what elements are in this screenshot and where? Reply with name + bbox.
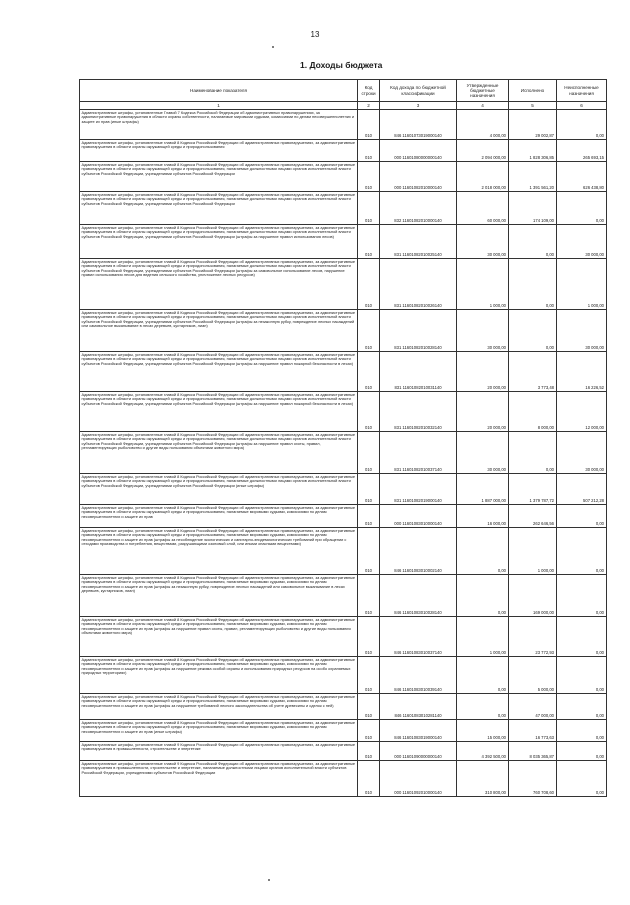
row-executed: 0,00 xyxy=(509,259,557,310)
row-name: Административные штрафы, установленные главой 8 Кодекса Российской Федерации об административных правонарушениях, за административные правонарушения в области охраны окружающей среды и природопользования, налагаемые должностными лицами органов исполнительной власти субъектов Российской Федерации, учреждениями субъектов Российской Федерации xyxy=(80,192,358,225)
scan-speck xyxy=(272,46,274,48)
section-title: 1. Доходы бюджета xyxy=(300,60,383,70)
row-income-code: 831 11601082010026140 xyxy=(380,259,457,310)
table-row xyxy=(80,192,607,225)
row-name: Административные штрафы, установленные главой 9 Кодекса Российской Федерации об административных правонарушениях, за административные правонарушения в промышленности, строительстве и энергетике, налагаемые должностными лицами органов исполнительной власти субъектов Российской Федерации, учреждениями субъектов Российской Федерации xyxy=(80,761,358,797)
revenue-table xyxy=(79,79,607,797)
row-remaining: 30 000,00 xyxy=(557,225,607,259)
row-income-code: 831 11601082019000140 xyxy=(380,474,457,505)
row-executed: 16 773,63 xyxy=(509,720,557,742)
column-number-row xyxy=(80,102,607,110)
table-header-row xyxy=(80,80,607,102)
row-income-code: 846 11601083010281140 xyxy=(380,694,457,720)
row-executed: 8 035 365,87 xyxy=(509,742,557,761)
row-name: Административные штрафы, установленные главой 8 Кодекса Российской Федерации об административных правонарушениях, за административные правонарушения в области охраны окружающей среды и природопользования, налагаемые мировыми судьями, комиссиями по делам несовершеннолетних и защите их прав xyxy=(80,505,358,528)
row-approved: 0,00 xyxy=(457,575,509,617)
row-remaining: 0,00 xyxy=(557,528,607,575)
column-number: 5 xyxy=(509,102,557,110)
row-executed: 174 109,00 xyxy=(509,192,557,225)
row-executed: 262 646,56 xyxy=(509,505,557,528)
row-income-code: 846 11601083010028140 xyxy=(380,575,457,617)
row-line-code: 010 xyxy=(358,617,380,657)
row-line-code: 010 xyxy=(358,575,380,617)
table-row xyxy=(80,474,607,505)
table-row xyxy=(80,162,607,192)
row-approved: 0,00 xyxy=(457,528,509,575)
row-income-code: 000 11601080000000140 xyxy=(380,140,457,162)
row-name: Административные штрафы, установленные главой 8 Кодекса Российской Федерации об административных правонарушениях, за административные правонарушения в области охраны окружающей среды и природопользования, налагаемые должностными лицами органов исполнительной власти субъектов Российской Федерации, учреждениями субъектов Российской Федерации (штрафы за нарушение правил пожарной безопасности в лесах) xyxy=(80,352,358,392)
table-row xyxy=(80,575,607,617)
row-income-code: 000 11601090000000140 xyxy=(380,742,457,761)
header-approved: Утвержденные бюджетные назначения xyxy=(457,80,509,102)
row-line-code: 010 xyxy=(358,259,380,310)
row-remaining: 30 000,00 xyxy=(557,310,607,352)
row-remaining: 0,00 xyxy=(557,110,607,140)
column-number: 6 xyxy=(557,102,607,110)
header-line-code: Код строки xyxy=(358,80,380,102)
row-name: Административные штрафы, установленные главой 8 Кодекса Российской Федерации об административных правонарушениях, за административные правонарушения в области охраны окружающей среды и природопользования, налагаемые должностными лицами органов исполнительной власти субъектов Российской Федерации, учреждениями субъектов Российской Федерации (штрафы за нарушение правил охоты, правил, регламентирующих рыболовство и другие виды пользования объектами животного мира) xyxy=(80,432,358,474)
row-approved: 15 000,00 xyxy=(457,720,509,742)
row-income-code: 831 11601082010031140 xyxy=(380,352,457,392)
row-remaining: 30 000,00 xyxy=(557,432,607,474)
table-row xyxy=(80,720,607,742)
row-line-code: 010 xyxy=(358,225,380,259)
row-executed: 0,00 xyxy=(509,225,557,259)
row-approved: 310 800,00 xyxy=(457,761,509,797)
row-name: Административные штрафы, установленные главой 8 Кодекса Российской Федерации об административных правонарушениях, за административные правонарушения в области охраны окружающей среды и природопользования, налагаемые должностными лицами органов исполнительной власти субъектов Российской Федерации, учреждениями субъектов Российской Федерации (штрафы за нарушение правил использования лесов) xyxy=(80,225,358,259)
row-name: Административные штрафы, установленные главой 9 Кодекса Российской Федерации об административных правонарушениях, за административные правонарушения в промышленности, строительстве и энергетике xyxy=(80,742,358,761)
row-approved: 1 887 000,00 xyxy=(457,474,509,505)
row-name: Административные штрафы, установленные главой 8 Кодекса Российской Федерации об административных правонарушениях, за административные правонарушения в области охраны окружающей среды и природопользования, налагаемые должностными лицами органов исполнительной власти субъектов Российской Федерации, учреждениями субъектов Российской Федерации (штрафы за самовольное использование лесов, нарушение правил использования лесов для ведения сельского хозяйства, уничтожение лесных ресурсов) xyxy=(80,259,358,310)
table-row xyxy=(80,505,607,528)
row-line-code: 010 xyxy=(358,432,380,474)
row-remaining: 0,00 xyxy=(557,742,607,761)
row-executed: 169 000,00 xyxy=(509,575,557,617)
row-executed: 760 708,60 xyxy=(509,761,557,797)
table-row xyxy=(80,657,607,694)
row-income-code: 846 11601073019000140 xyxy=(380,110,457,140)
row-income-code: 831 11601082010025140 xyxy=(380,225,457,259)
row-name: Административные штрафы, установленные главой 8 Кодекса Российской Федерации об административных правонарушениях, за административные правонарушения в области охраны окружающей среды и природопользования, налагаемые мировыми судьями, комиссиями по делам несовершеннолетних и защите их прав (штрафы за нарушение требований лесного законодательства об учете древесины и сделок с ней) xyxy=(80,694,358,720)
row-income-code: 831 11601082010032140 xyxy=(380,392,457,432)
row-line-code: 010 xyxy=(358,140,380,162)
header-income-code: Код дохода по бюджетной классификации xyxy=(380,80,457,102)
row-approved: 60 000,00 xyxy=(457,192,509,225)
table-row xyxy=(80,259,607,310)
table-row xyxy=(80,528,607,575)
row-approved: 2 094 000,00 xyxy=(457,140,509,162)
row-income-code: 832 11601082010000140 xyxy=(380,192,457,225)
row-name: Административные штрафы, установленные Главой 7 Кодекса Российской Федерации об административных правонарушениях, за административные правонарушения в области охраны собственности, налагаемые мировыми судьями, комиссиями по делам несовершеннолетних и защите их прав (иные штрафы) xyxy=(80,110,358,140)
row-approved: 30 000,00 xyxy=(457,225,509,259)
header-executed: Исполнено xyxy=(509,80,557,102)
row-line-code: 010 xyxy=(358,720,380,742)
row-remaining: 0,00 xyxy=(557,505,607,528)
table-row xyxy=(80,761,607,797)
row-name: Административные штрафы, установленные главой 8 Кодекса Российской Федерации об административных правонарушениях, за административные правонарушения в области охраны окружающей среды и природопользования, налагаемые мировыми судьями, комиссиями по делам несовершеннолетних и защите их прав (штрафы за нарушение правил охоты, правил, регламентирующих рыболовство и другие виды пользования объектами животного мира) xyxy=(80,617,358,657)
row-executed: 5 000,00 xyxy=(509,657,557,694)
row-approved: 30 000,00 xyxy=(457,310,509,352)
row-approved: 20 000,00 xyxy=(457,392,509,432)
table-row xyxy=(80,140,607,162)
row-name: Административные штрафы, установленные главой 8 Кодекса Российской Федерации об административных правонарушениях, за административные правонарушения в области охраны окружающей среды и природопользования, налагаемые мировыми судьями, комиссиями по делам несовершеннолетних и защите их прав (штрафы за нарушение режима особой охраны и использования природных ресурсов на особо охраняемых природных территориях) xyxy=(80,657,358,694)
row-remaining: 626 438,80 xyxy=(557,162,607,192)
row-income-code: 846 11601083010002140 xyxy=(380,528,457,575)
row-executed: 29 002,87 xyxy=(509,110,557,140)
row-executed: 0,00 xyxy=(509,310,557,352)
row-line-code: 010 xyxy=(358,761,380,797)
row-executed: 0,00 xyxy=(509,432,557,474)
row-line-code: 010 xyxy=(358,392,380,432)
row-remaining: 0,00 xyxy=(557,761,607,797)
row-name: Административные штрафы, установленные главой 8 Кодекса Российской Федерации об административных правонарушениях, за административные правонарушения в области охраны окружающей среды и природопользования, налагаемые мировыми судьями, комиссиями по делам несовершеннолетних и защите их прав (штрафы за незаконную рубку, повреждение лесных насаждений или самовольное выкапывание в лесах деревьев, кустарников, лиан) xyxy=(80,575,358,617)
row-line-code: 010 xyxy=(358,742,380,761)
row-remaining: 507 212,28 xyxy=(557,474,607,505)
table-row xyxy=(80,110,607,140)
row-remaining: 1 000,00 xyxy=(557,259,607,310)
row-name: Административные штрафы, установленные главой 8 Кодекса Российской Федерации об административных правонарушениях, за административные правонарушения в области охраны окружающей среды и природопользования, налагаемые должностными лицами органов исполнительной власти субъектов Российской Федерации, учреждениями субъектов Российской Федерации (штрафы за незаконную рубку, повреждение лесных насаждений или самовольное выкапывание в лесах деревьев, кустарников, лиан) xyxy=(80,310,358,352)
row-remaining: 0,00 xyxy=(557,657,607,694)
row-income-code: 000 11601082010000140 xyxy=(380,162,457,192)
row-line-code: 010 xyxy=(358,352,380,392)
row-income-code: 846 11601083010039140 xyxy=(380,657,457,694)
row-approved: 0,00 xyxy=(457,657,509,694)
table-row xyxy=(80,432,607,474)
table-row xyxy=(80,742,607,761)
row-executed: 8 000,00 xyxy=(509,392,557,432)
column-number: 1 xyxy=(80,102,358,110)
row-line-code: 010 xyxy=(358,310,380,352)
row-approved: 0,00 xyxy=(457,694,509,720)
row-approved: 1 000,00 xyxy=(457,259,509,310)
column-number: 3 xyxy=(380,102,457,110)
scan-speck xyxy=(268,879,270,881)
row-line-code: 010 xyxy=(358,162,380,192)
row-line-code: 010 xyxy=(358,192,380,225)
row-approved: 20 000,00 xyxy=(457,352,509,392)
row-name: Административные штрафы, установленные главой 8 Кодекса Российской Федерации об административных правонарушениях, за административные правонарушения в области охраны окружающей среды и природопользования xyxy=(80,140,358,162)
row-approved: 16 000,00 xyxy=(457,505,509,528)
row-remaining: 0,00 xyxy=(557,694,607,720)
row-executed: 3 773,48 xyxy=(509,352,557,392)
row-executed: 23 772,93 xyxy=(509,617,557,657)
table-row xyxy=(80,694,607,720)
row-executed: 1 391 561,20 xyxy=(509,162,557,192)
row-executed: 47 000,00 xyxy=(509,694,557,720)
table-row xyxy=(80,225,607,259)
row-remaining: 0,00 xyxy=(557,192,607,225)
row-income-code: 831 11601082010037140 xyxy=(380,432,457,474)
row-executed: 1 828 306,85 xyxy=(509,140,557,162)
row-income-code: 000 11601092010000140 xyxy=(380,761,457,797)
row-line-code: 010 xyxy=(358,110,380,140)
table-row xyxy=(80,392,607,432)
row-remaining: 0,00 xyxy=(557,575,607,617)
table-row xyxy=(80,310,607,352)
row-approved: 4 392 500,00 xyxy=(457,742,509,761)
page-number: 13 xyxy=(310,30,320,39)
row-approved: 2 018 000,00 xyxy=(457,162,509,192)
column-number: 2 xyxy=(358,102,380,110)
row-income-code: 000 11601083010000140 xyxy=(380,505,457,528)
row-approved: 30 000,00 xyxy=(457,432,509,474)
row-executed: 1 000,00 xyxy=(509,528,557,575)
row-line-code: 010 xyxy=(358,505,380,528)
row-name: Административные штрафы, установленные главой 8 Кодекса Российской Федерации об административных правонарушениях, за административные правонарушения в области охраны окружающей среды и природопользования, налагаемые должностными лицами органов исполнительной власти субъектов Российской Федерации, учреждениями субъектов Российской Федерации (штрафы за нарушение правил пожарной безопасности в лесах) xyxy=(80,392,358,432)
row-remaining: 0,00 xyxy=(557,720,607,742)
row-income-code: 846 11601083010037140 xyxy=(380,617,457,657)
row-remaining: 0,00 xyxy=(557,617,607,657)
row-name: Административные штрафы, установленные главой 8 Кодекса Российской Федерации об административных правонарушениях, за административные правонарушения в области охраны окружающей среды и природопользования, налагаемые мировыми судьями, комиссиями по делам несовершеннолетних и защите их прав (штрафы за несоблюдение экологических и санитарно-эпидемиологических требований при обращении с отходами производства и потребления, веществами, разрушающими озоновый слой, или иными опасными веществами) xyxy=(80,528,358,575)
header-name: Наименование показателя xyxy=(80,80,358,102)
table-row xyxy=(80,617,607,657)
row-income-code: 846 11601083019000140 xyxy=(380,720,457,742)
row-approved: 4 000,00 xyxy=(457,110,509,140)
row-line-code: 010 xyxy=(358,474,380,505)
row-executed: 1 379 787,72 xyxy=(509,474,557,505)
row-name: Административные штрафы, установленные главой 8 Кодекса Российской Федерации об административных правонарушениях, за административные правонарушения в области охраны окружающей среды и природопользования, налагаемые мировыми судьями, комиссиями по делам несовершеннолетних и защите их прав (иные штрафы) xyxy=(80,720,358,742)
row-line-code: 010 xyxy=(358,528,380,575)
row-remaining: 12 000,00 xyxy=(557,392,607,432)
column-number: 4 xyxy=(457,102,509,110)
row-income-code: 831 11601082010028140 xyxy=(380,310,457,352)
row-name: Административные штрафы, установленные главой 8 Кодекса Российской Федерации об административных правонарушениях, за административные правонарушения в области охраны окружающей среды и природопользования, налагаемые должностными лицами органов исполнительной власти субъектов Российской Федерации, учреждениями субъектов Российской Федерации (иные штрафы) xyxy=(80,474,358,505)
row-line-code: 010 xyxy=(358,694,380,720)
row-remaining: 265 693,15 xyxy=(557,140,607,162)
row-remaining: 16 226,52 xyxy=(557,352,607,392)
row-approved: 1 000,00 xyxy=(457,617,509,657)
row-line-code: 010 xyxy=(358,657,380,694)
header-remaining: Неисполненные назначения xyxy=(557,80,607,102)
row-name: Административные штрафы, установленные главой 8 Кодекса Российской Федерации об административных правонарушениях, за административные правонарушения в области охраны окружающей среды и природопользования, налагаемые должностными лицами органов исполнительной власти субъектов Российской Федерации, учреждениями субъектов Российской Федерации xyxy=(80,162,358,192)
table-row xyxy=(80,352,607,392)
